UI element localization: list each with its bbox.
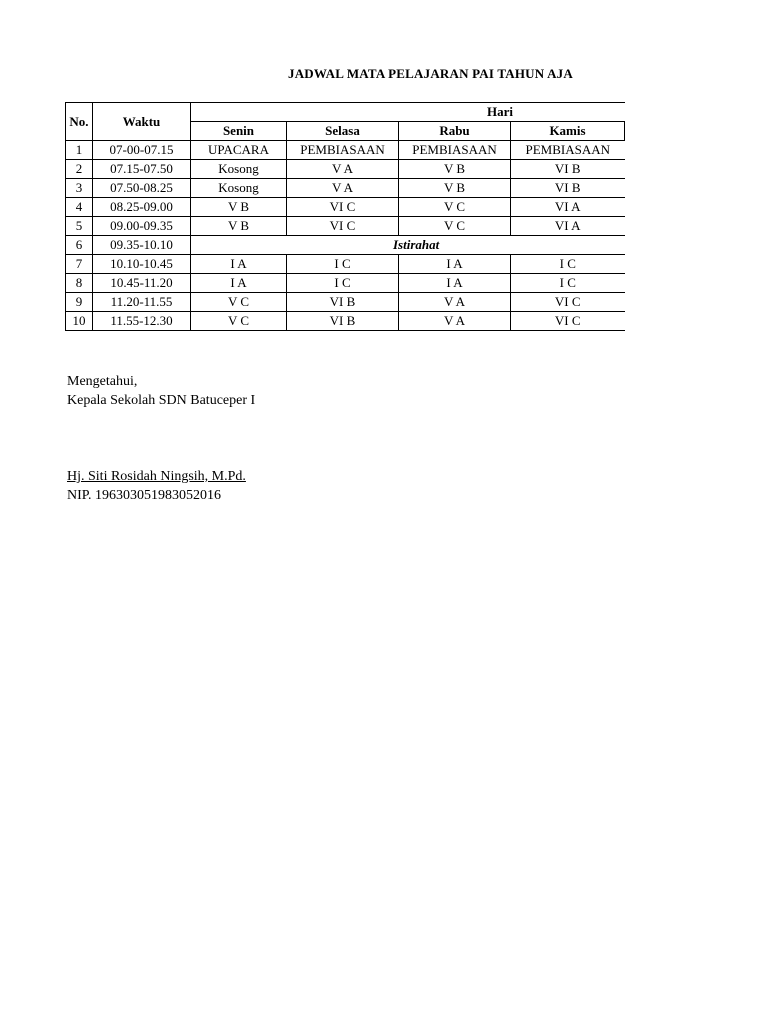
cell-senin: V B bbox=[191, 198, 287, 217]
cell-senin: V C bbox=[191, 293, 287, 312]
cell-no: 8 bbox=[66, 274, 93, 293]
cell-selasa: VI B bbox=[287, 293, 399, 312]
cell-no: 5 bbox=[66, 217, 93, 236]
principal-name: Hj. Siti Rosidah Ningsih, M.Pd. bbox=[67, 469, 246, 484]
principal-nip: NIP. 196303051983052016 bbox=[67, 488, 222, 503]
cell-waktu: 10.10-10.45 bbox=[93, 255, 191, 274]
cell-waktu: 07.50-08.25 bbox=[93, 179, 191, 198]
cell-selasa: VI B bbox=[287, 312, 399, 331]
cell-senin: V C bbox=[191, 312, 287, 331]
cell-selasa: VI C bbox=[287, 217, 399, 236]
table-row bbox=[66, 293, 625, 312]
cell-selasa: VI C bbox=[287, 198, 399, 217]
table-row bbox=[66, 274, 625, 293]
cell-rabu: I A bbox=[399, 255, 511, 274]
cell-waktu: 10.45-11.20 bbox=[93, 274, 191, 293]
cell-no: 7 bbox=[66, 255, 93, 274]
cell-no: 1 bbox=[66, 141, 93, 160]
document-title: JADWAL MATA PELAJARAN PAI TAHUN AJA bbox=[288, 66, 573, 81]
cell-rabu: V B bbox=[399, 160, 511, 179]
cell-senin: Kosong bbox=[191, 179, 287, 198]
table-row bbox=[66, 160, 625, 179]
cell-senin: Kosong bbox=[191, 160, 287, 179]
cell-selasa: I C bbox=[287, 274, 399, 293]
cell-selasa: I C bbox=[287, 255, 399, 274]
table-row bbox=[66, 217, 625, 236]
cell-kamis: VI A bbox=[511, 217, 625, 236]
break-label: Istirahat bbox=[393, 237, 440, 252]
header-day-kamis: Kamis bbox=[511, 122, 625, 141]
cell-selasa: V A bbox=[287, 179, 399, 198]
header-day-senin: Senin bbox=[191, 122, 287, 141]
cell-waktu: 07.15-07.50 bbox=[93, 160, 191, 179]
cell-rabu: I A bbox=[399, 274, 511, 293]
cell-kamis: I C bbox=[511, 274, 625, 293]
cell-waktu: 11.20-11.55 bbox=[93, 293, 191, 312]
header-hari bbox=[191, 103, 625, 122]
acknowledged-label: Mengetahui, bbox=[67, 374, 138, 389]
cell-no: 6 bbox=[66, 236, 93, 255]
cell-rabu: PEMBIASAAN bbox=[399, 141, 511, 160]
table-row bbox=[66, 255, 625, 274]
header-day-selasa: Selasa bbox=[287, 122, 399, 141]
table-row bbox=[66, 179, 625, 198]
cell-rabu: V C bbox=[399, 198, 511, 217]
cell-senin: I A bbox=[191, 255, 287, 274]
cell-selasa: V A bbox=[287, 160, 399, 179]
cell-rabu: V B bbox=[399, 179, 511, 198]
table-row bbox=[66, 312, 625, 331]
cell-no: 3 bbox=[66, 179, 93, 198]
cell-kamis: VI C bbox=[511, 293, 625, 312]
table-row bbox=[66, 141, 625, 160]
cell-no: 2 bbox=[66, 160, 93, 179]
cell-senin: V B bbox=[191, 217, 287, 236]
cell-waktu: 07-00-07.15 bbox=[93, 141, 191, 160]
header-waktu: Waktu bbox=[93, 103, 191, 141]
cell-rabu: V C bbox=[399, 217, 511, 236]
cell-no: 10 bbox=[66, 312, 93, 331]
cell-selasa: PEMBIASAAN bbox=[287, 141, 399, 160]
cell-kamis: VI B bbox=[511, 160, 625, 179]
table-header-row bbox=[66, 103, 625, 122]
header-no: No. bbox=[66, 103, 93, 141]
schedule-table bbox=[65, 102, 625, 331]
header-hari-label: Hari bbox=[487, 104, 513, 119]
cell-rabu: V A bbox=[399, 293, 511, 312]
break-cell bbox=[191, 236, 625, 255]
principal-position: Kepala Sekolah SDN Batuceper I bbox=[67, 393, 256, 408]
cell-senin: UPACARA bbox=[191, 141, 287, 160]
cell-kamis: VI C bbox=[511, 312, 625, 331]
cell-kamis: VI B bbox=[511, 179, 625, 198]
cell-waktu: 09.00-09.35 bbox=[93, 217, 191, 236]
cell-kamis: PEMBIASAAN bbox=[511, 141, 625, 160]
cell-kamis: I C bbox=[511, 255, 625, 274]
header-day-rabu: Rabu bbox=[399, 122, 511, 141]
cell-kamis: VI A bbox=[511, 198, 625, 217]
cell-no: 4 bbox=[66, 198, 93, 217]
cell-rabu: V A bbox=[399, 312, 511, 331]
cell-waktu: 11.55-12.30 bbox=[93, 312, 191, 331]
table-row-break bbox=[66, 236, 625, 255]
cell-waktu: 09.35-10.10 bbox=[93, 236, 191, 255]
table-row bbox=[66, 198, 625, 217]
cell-waktu: 08.25-09.00 bbox=[93, 198, 191, 217]
cell-no: 9 bbox=[66, 293, 93, 312]
cell-senin: I A bbox=[191, 274, 287, 293]
